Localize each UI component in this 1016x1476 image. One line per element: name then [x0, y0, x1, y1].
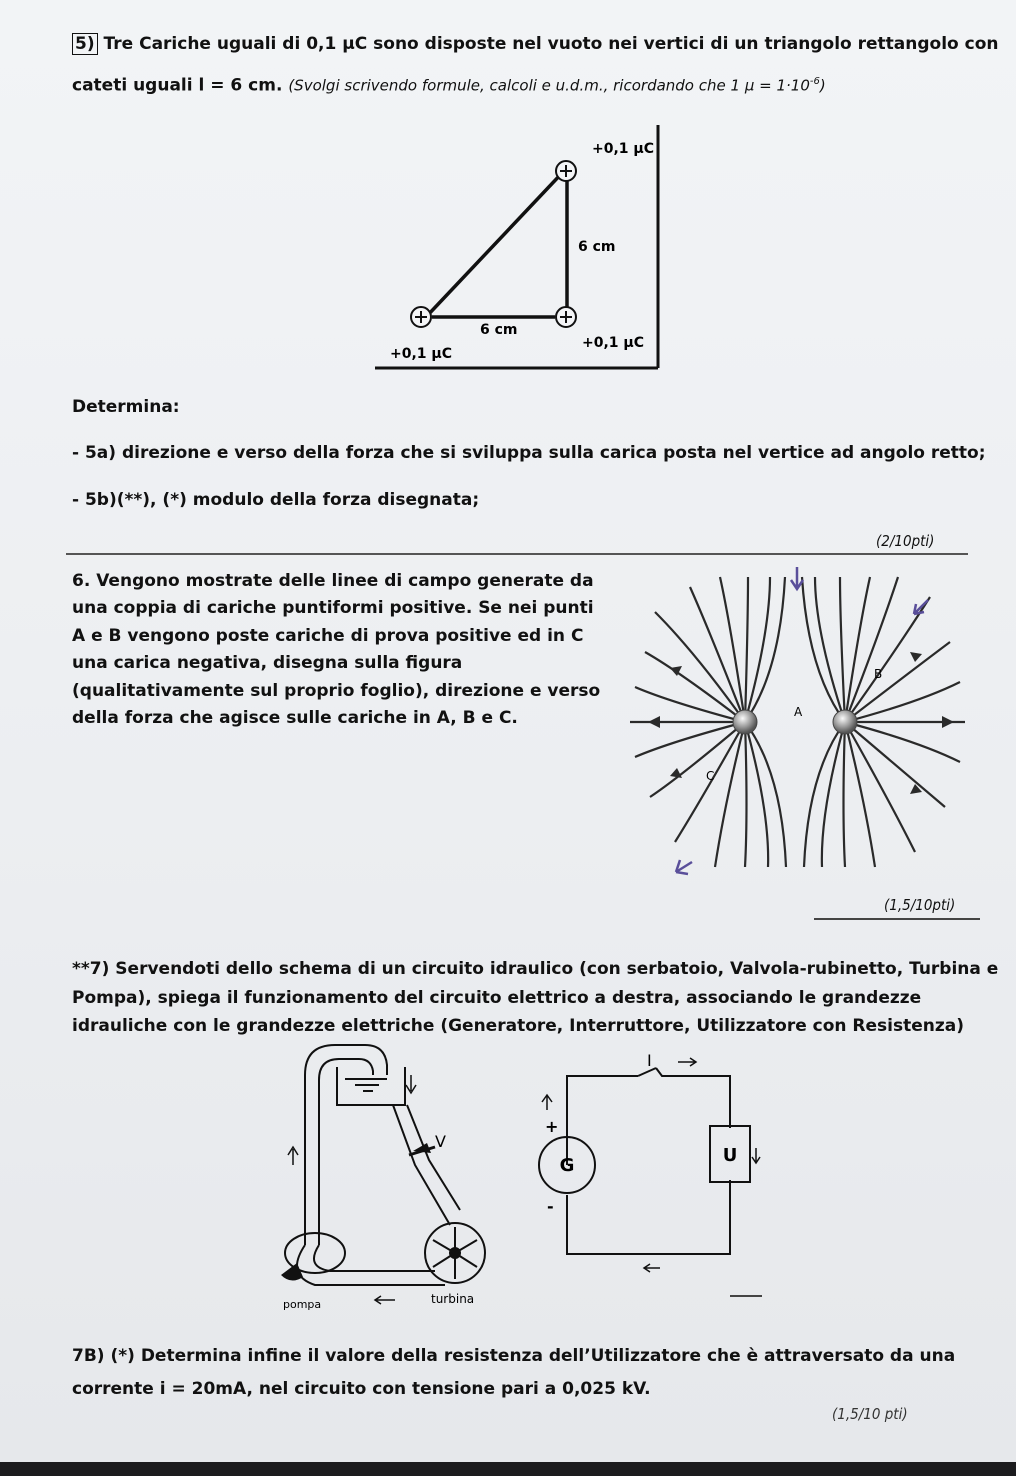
current-arrow-left-icon — [644, 1264, 660, 1272]
circuit-wires — [567, 1068, 730, 1254]
label-side-horizontal: 6 cm — [480, 322, 518, 338]
q5-line2-italic: (Svolgi scrivendo formule, calcoli e u.d.m., ricordando che 1 µ = 1·10 — [288, 76, 810, 95]
label-generator: G — [559, 1155, 575, 1176]
q5-item-a: - 5a) direzione e verso della forza che si sviluppa sulla carica posta nel vertice ad angolo retto; — [72, 443, 986, 463]
arrowhead — [648, 716, 660, 728]
q5-line2-exponent: -6 — [809, 76, 820, 87]
label-valve: V — [435, 1132, 446, 1151]
q7-text-block — [72, 955, 998, 1041]
divider-q5-q6 — [66, 553, 968, 555]
field-line — [844, 722, 846, 867]
q5-line2-end: ) — [819, 76, 826, 95]
q7-line: Pompa), spiega il funzionamento del circuito elettrico a destra, associando le grandezze — [72, 987, 922, 1008]
q7b-line2: corrente i = 20mA, nel circuito con tensione pari a 0,025 kV. — [72, 1379, 651, 1399]
hydraulic-circuit-figure — [275, 1035, 515, 1315]
label-minus: - — [547, 1197, 554, 1216]
field-line — [745, 722, 768, 867]
wire-bottom — [567, 1180, 730, 1254]
divider-q6-q7 — [814, 918, 980, 920]
current-arrow-up-icon — [542, 1095, 552, 1110]
q5-triangle-figure — [370, 120, 670, 375]
wire-top-left — [567, 1076, 638, 1165]
field-line — [745, 722, 747, 867]
field-line — [845, 722, 915, 852]
q6-line: della forza che agisce sulle cariche in A, B e C. — [72, 708, 518, 729]
turbine-icon — [425, 1223, 485, 1283]
current-arrow-down-icon — [752, 1148, 760, 1163]
q7b-text-block — [72, 1340, 955, 1406]
label-point-b: B — [874, 667, 883, 681]
positive-charge-right — [833, 710, 857, 734]
field-line — [720, 577, 745, 722]
bottom-dark-strip — [0, 1462, 1016, 1476]
label-pump: pompa — [283, 1298, 322, 1311]
label-side-vertical: 6 cm — [578, 239, 616, 255]
q5-line1 — [72, 33, 999, 55]
q6-line: una coppia di cariche puntiformi positive. Se nei punti — [72, 598, 594, 619]
field-line — [845, 722, 960, 762]
field-line — [840, 577, 845, 722]
pipe-outer — [305, 1045, 387, 1245]
charge-right-icon — [556, 307, 576, 327]
pipe-bottom-inner — [314, 1245, 435, 1271]
flow-arrow-down-icon — [406, 1075, 416, 1093]
q5-determina: Determina: — [72, 397, 180, 417]
q7b-points: (1,5/10 pti) — [832, 1405, 908, 1423]
q7-line: idrauliche con le grandezze elettriche (Generatore, Interruttore, Utilizzatore con Resistenza) — [72, 1016, 965, 1036]
q6-line: 6. Vengono mostrate delle linee di campo generate da — [72, 571, 594, 591]
handwritten-arrow-top-right — [914, 600, 928, 614]
positive-charge-left — [733, 710, 757, 734]
field-line — [745, 577, 748, 722]
q5-line2 — [72, 71, 826, 97]
electric-circuit-figure — [530, 1040, 780, 1310]
q6-field-lines-figure — [630, 562, 970, 887]
pipe-bottom-outer — [297, 1245, 445, 1285]
q6-line: una carica negativa, disegna sulla figura — [72, 653, 463, 674]
charge-top-icon — [556, 161, 576, 181]
charge-left-icon — [411, 307, 431, 327]
field-line — [845, 722, 945, 807]
q7b-line1: 7B) (*) Determina infine il valore della resistenza dell’Utilizzatore che è attraversato da una — [72, 1346, 956, 1366]
label-user: U — [722, 1145, 738, 1166]
label-charge-left: +0,1 µC — [390, 346, 452, 362]
hypotenuse-line — [426, 172, 563, 317]
q6-points: (1,5/10pti) — [884, 896, 956, 914]
field-lines — [630, 577, 965, 867]
current-arrow-right-icon — [678, 1058, 696, 1066]
field-line — [845, 577, 898, 722]
label-turbine: turbina — [431, 1292, 475, 1306]
q5-line1-text: Tre Cariche uguali di 0,1 µC sono disposte nel vuoto nei vertici di un triangolo rettangolo con — [103, 34, 999, 54]
q5-item-b: - 5b)(**), (*) modulo della forza disegnata; — [72, 490, 480, 510]
label-point-c: C — [706, 769, 715, 783]
q6-line: (qualitativamente sul proprio foglio), direzione e verso — [72, 680, 601, 701]
arrowhead — [910, 652, 922, 662]
pump-icon — [281, 1233, 345, 1281]
label-switch: I — [647, 1051, 652, 1070]
pipe-down-inner — [407, 1105, 460, 1210]
handwritten-arrow-bottom-left — [676, 860, 692, 874]
pipe-down-outer — [393, 1105, 450, 1225]
q5-points: (2/10pti) — [876, 532, 935, 550]
field-line — [645, 652, 745, 722]
flow-arrow-left-icon — [375, 1296, 395, 1304]
arrowhead — [942, 716, 954, 728]
label-charge-right: +0,1 µC — [582, 335, 644, 351]
label-point-a: A — [794, 705, 803, 719]
flow-arrow-up-icon — [288, 1147, 298, 1165]
field-line — [845, 682, 960, 722]
field-line — [845, 577, 870, 722]
arrowhead — [670, 768, 682, 778]
label-charge-top: +0,1 µC — [592, 141, 654, 157]
field-line — [822, 722, 845, 867]
q5-number: 5) — [72, 33, 98, 55]
q6-line: A e B vengono poste cariche di prova positive ed in C — [72, 625, 584, 646]
hydraulic-pipes — [297, 1045, 460, 1285]
q5-line2-bold: cateti uguali l = 6 cm. — [72, 75, 289, 96]
q6-text-block — [72, 568, 600, 732]
q7-line: **7) Servendoti dello schema di un circuito idraulico (con serbatoio, Valvola-rubinetto, Turbina e — [72, 959, 999, 979]
wire-top-right — [656, 1068, 730, 1128]
pipe-inner — [319, 1059, 373, 1245]
field-line — [635, 687, 745, 722]
field-line — [845, 597, 930, 722]
label-plus: + — [545, 1117, 559, 1136]
